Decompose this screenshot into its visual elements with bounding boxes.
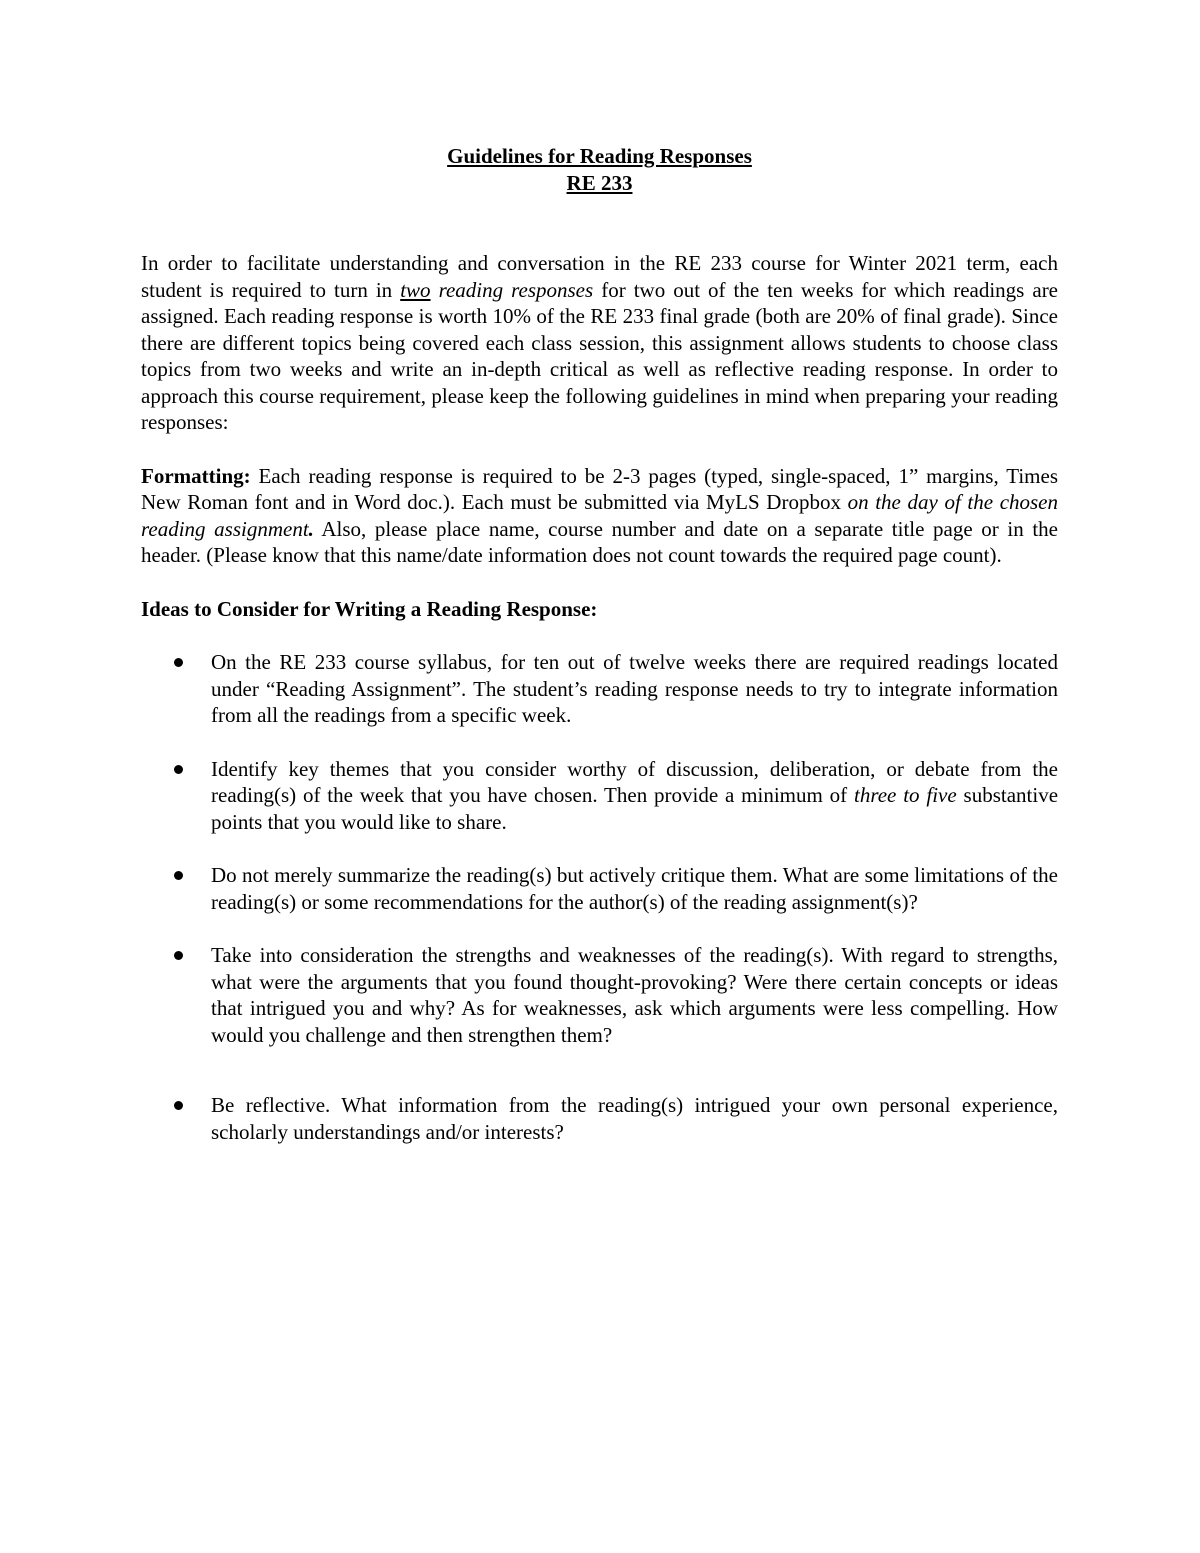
intro-text-2: for two out of the ten weeks for which readings are assigned. Each reading response is worth 10% of the RE 233 final grade (both are 20% of final grade). Since there are different topics being covered each class session, this assignment allows students to choose class topics from two weeks and write an in-depth critical as well as reflective reading response. In order to approach this course requirement, please keep the following guidelines in mind when preparing your reading responses: bbox=[141, 277, 1059, 434]
bullet-2-emphasis: three to five bbox=[854, 783, 957, 807]
bullet-4-text: Take into consideration the strengths and weaknesses of the reading(s). With regard to strengths, what were the arguments that you found thought-provoking? Were there certain concepts or ideas that intrigued you and why? As for weaknesses, ask which arguments were less compelling. How would you challenge and then strengthen them? bbox=[211, 943, 1058, 1047]
intro-paragraph bbox=[141, 250, 1058, 436]
list-item bbox=[141, 862, 1058, 915]
title-line-2: RE 233 bbox=[566, 171, 633, 195]
document-title bbox=[141, 143, 1058, 197]
formatting-emphasis-day: on the day of the chosen reading assignment bbox=[141, 490, 1059, 541]
intro-emphasis-two: two bbox=[400, 277, 431, 302]
list-item bbox=[141, 756, 1058, 836]
bullet-icon bbox=[174, 658, 183, 667]
title-line-1: Guidelines for Reading Responses bbox=[447, 144, 752, 168]
formatting-paragraph bbox=[141, 463, 1058, 569]
list-item bbox=[141, 942, 1058, 1048]
bullet-icon bbox=[174, 951, 183, 960]
formatting-text-2: Also, please place name, course number and date on a separate title page or in the header. (Please know that this name/date information does not count towards the required page count). bbox=[141, 516, 1058, 567]
intro-space bbox=[431, 278, 439, 302]
bullet-2-text-2: substantive points that you would like to share. bbox=[211, 783, 1059, 834]
intro-text-1: In order to facilitate understanding and conversation in the RE 233 course for Winter 2021 term, each student is required to turn in bbox=[141, 251, 1058, 302]
formatting-text-1: Each reading response is required to be 2-3 pages (typed, single-spaced, 1” margins, Times New Roman font and in Word doc.). Each must be submitted via MyLS Dropbox bbox=[141, 463, 1058, 514]
ideas-list bbox=[141, 649, 1058, 1145]
ideas-heading: Ideas to Consider for Writing a Reading Response: bbox=[141, 596, 598, 621]
list-item bbox=[141, 649, 1058, 729]
formatting-emphasis-period: . bbox=[308, 516, 314, 541]
bullet-icon bbox=[174, 1101, 183, 1110]
bullet-icon bbox=[174, 765, 183, 774]
bullet-icon bbox=[174, 871, 183, 880]
intro-emphasis-reading-responses: reading responses bbox=[438, 277, 594, 302]
bullet-5-text: Be reflective. What information from the reading(s) intrigued your own personal experience, scholarly understandings and/or interests? bbox=[211, 1093, 1058, 1144]
bullet-1-text: On the RE 233 course syllabus, for ten out of twelve weeks there are required readings located under “Reading Assignment”. The student’s reading response needs to try to integrate information from all the readings from a specific week. bbox=[211, 650, 1058, 727]
formatting-label: Formatting: bbox=[141, 463, 251, 488]
list-item bbox=[141, 1092, 1058, 1145]
document-content bbox=[141, 143, 1058, 1172]
bullet-3-text: Do not merely summarize the reading(s) but actively critique them. What are some limitations of the reading(s) or some recommendations for the author(s) of the reading assignment(s)? bbox=[211, 863, 1058, 914]
bullet-2-text-1: Identify key themes that you consider worthy of discussion, deliberation, or debate from the reading(s) of the week that you have chosen. Then provide a minimum of bbox=[211, 756, 1058, 807]
